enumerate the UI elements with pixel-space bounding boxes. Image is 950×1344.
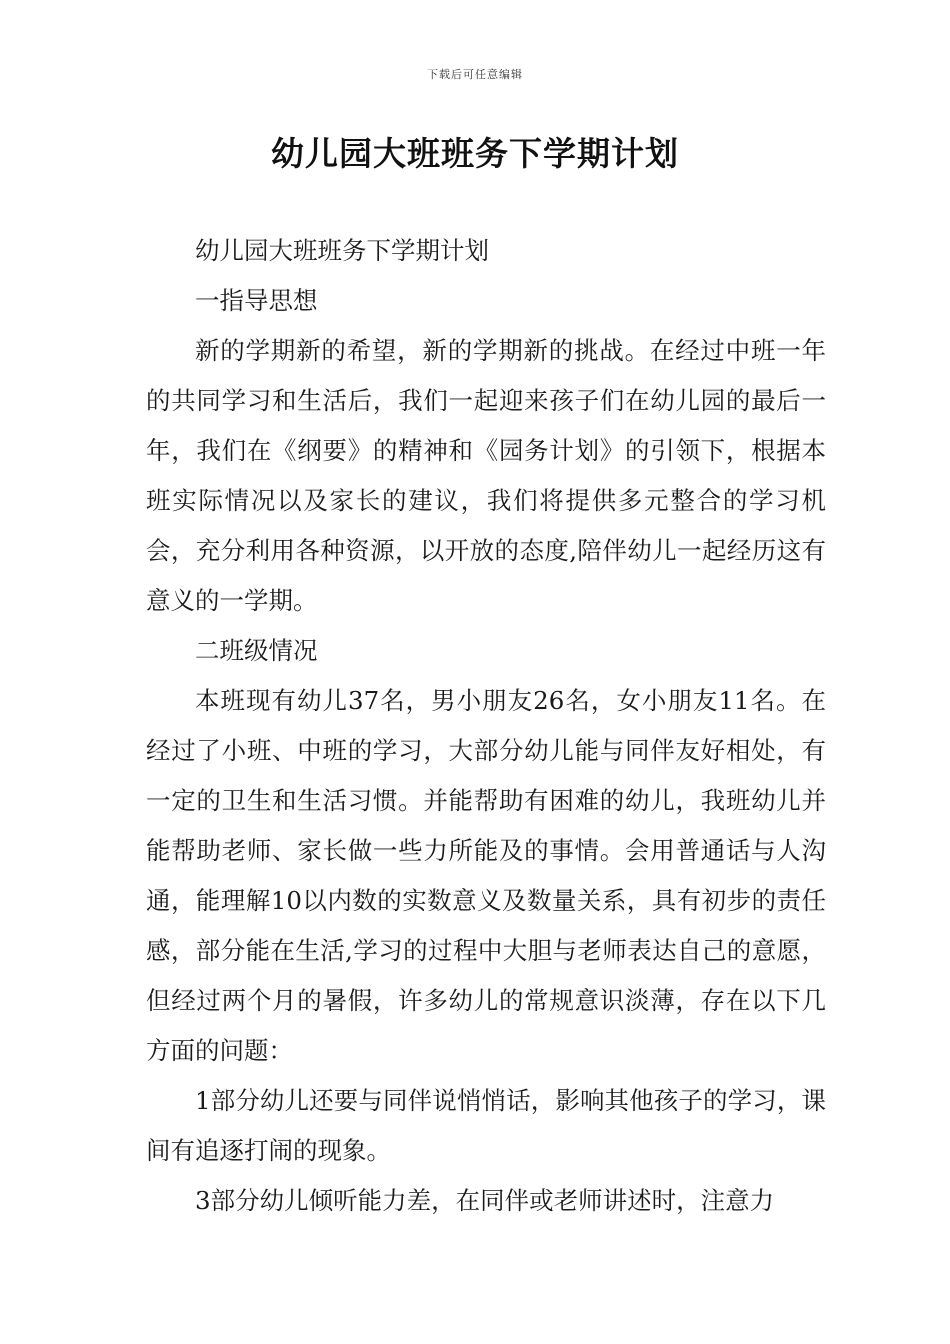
paragraph-subtitle: 幼儿园大班班务下学期计划 [195, 236, 489, 265]
header-note: 下载后可任意编辑 [427, 68, 523, 81]
section-heading-class-situation: 二班级情况 [195, 636, 318, 665]
section-heading-guiding-thought: 一指导思想 [195, 286, 318, 315]
paragraph-problem-1: 1部分幼儿还要与同伴说悄悄话，影响其他孩子的学习，课间有追逐打闹的现象。 [146, 1086, 826, 1165]
paragraph-guiding-thought: 新的学期新的希望，新的学期新的挑战。在经过中班一年的共同学习和生活后，我们一起迎来孩子们在幼儿园的最后一年，我们在《纲要》的精神和《园务计划》的引领下，根据本班实际情况以及家长的建议，我们将提供多元整合的学习机会，充分利用各种资源，以开放的态度,陪伴幼儿一起经历这有意义的一学期。 [146, 336, 826, 615]
document-body [146, 226, 826, 1226]
document-title: 幼儿园大班班务下学期计划 [271, 134, 679, 173]
paragraph-problem-3: 3部分幼儿倾听能力差，在同伴或老师讲述时，注意力 [195, 1186, 775, 1215]
paragraph-class-situation: 本班现有幼儿37名，男小朋友26名，女小朋友11名。在经过了小班、中班的学习，大部分幼儿能与同伴友好相处，有一定的卫生和生活习惯。并能帮助有困难的幼儿，我班幼儿并能帮助老师、家长做一些力所能及的事情。会用普通话与人沟通，能理解10以内数的实数意义及数量关系，具有初步的责任感，部分能在生活,学习的过程中大胆与老师表达自己的意愿，但经过两个月的暑假，许多幼儿的常规意识淡薄，存在以下几方面的问题： [146, 686, 826, 1065]
